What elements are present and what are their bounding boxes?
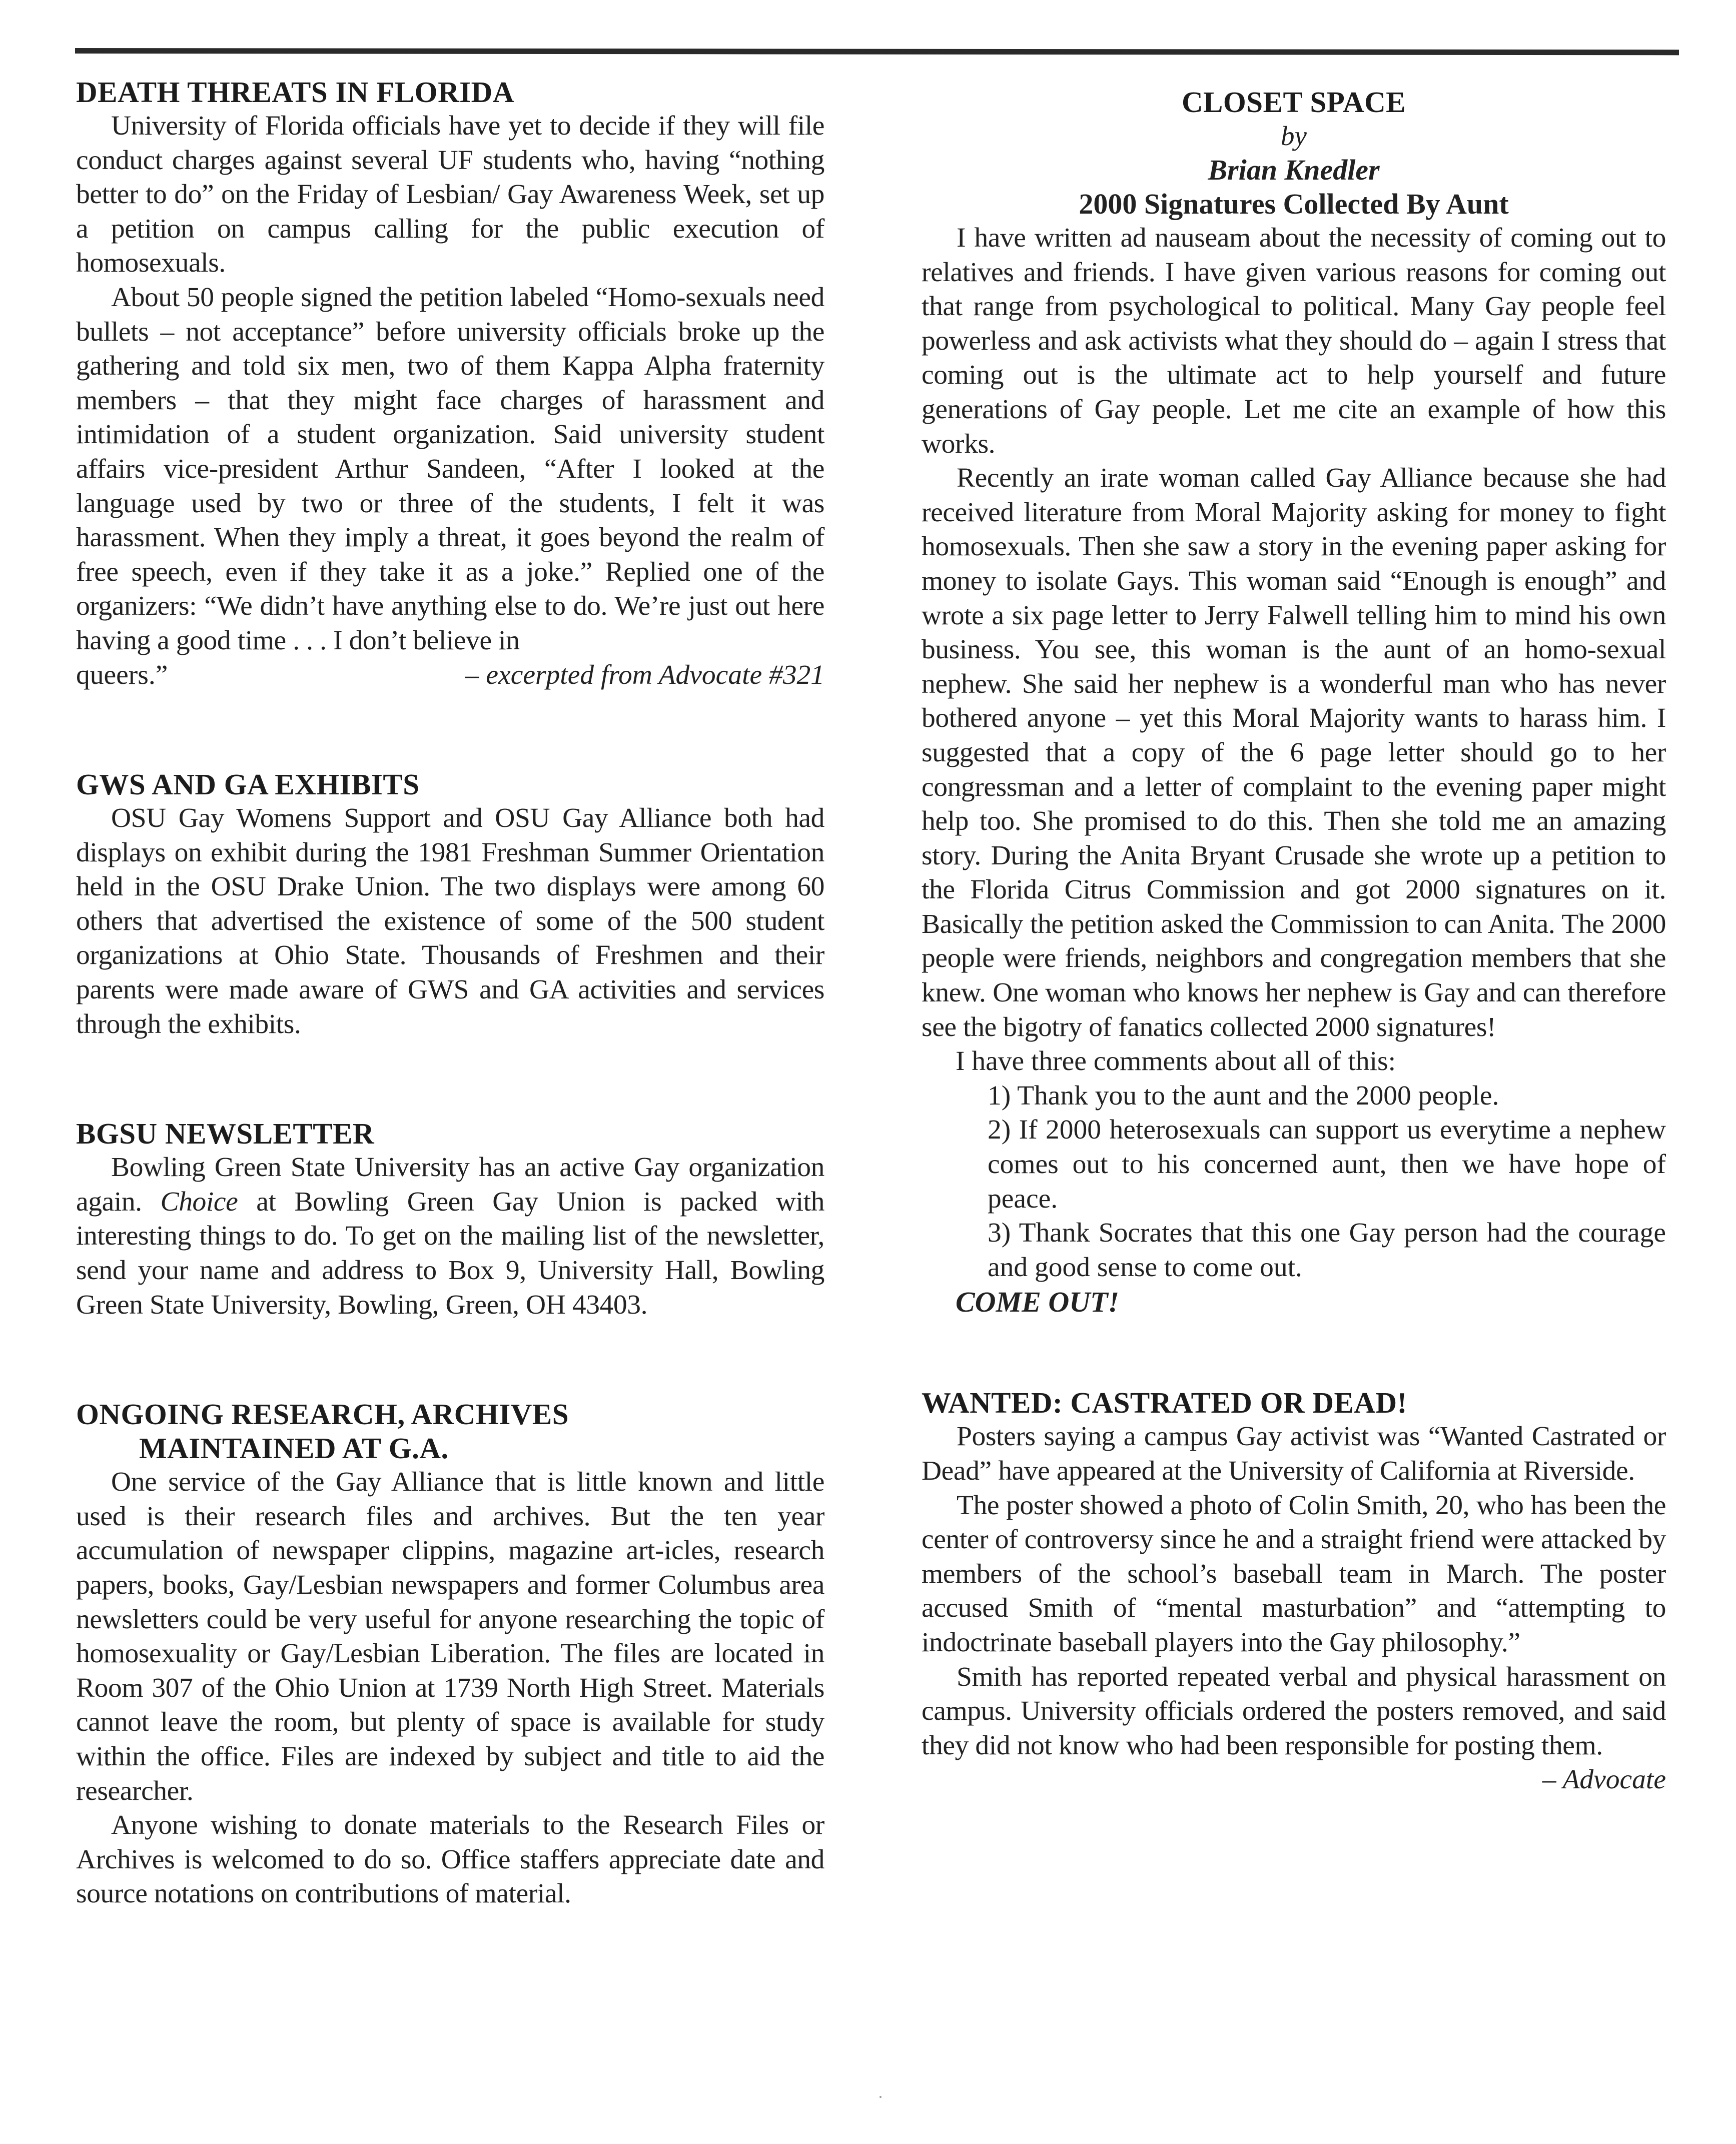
headline-death-threats: DEATH THREATS IN FLORIDA [76,76,514,109]
paragraph: University of Florida officials have yet to decide if they will file conduct charges against several UF students who, having “nothing better to do” on the Friday of Lesbian/ Gay Awareness Week, set up a petition on campus calling for the public execution of homosexuals. [76,111,824,279]
article-death-threats [76,75,824,692]
list-intro: I have three comments about all of this: [956,1046,1396,1077]
paragraph [76,1151,824,1322]
spacer [76,692,824,767]
left-column [76,75,824,1911]
author-name: Brian Knedler [1208,154,1380,186]
speck [880,2096,882,2098]
paragraph: Recently an irate woman called Gay Alliance because she had received literature from Moral Majority asking for money to fight homosexuals. Then she saw a story in the evening paper asking for money to isolate Gays. This woman said “Enough is enough” and wrote a six page letter to Jerry Falwell telling him to mind his own business. You see, this woman is the aunt of an homo-sexual nephew. She said her nephew is a wonderful man who has never bothered anyone – yet this Moral Majority wants to harass him. I suggested that a copy of the 6 page letter should go to her congressman and a letter of complaint to the evening paper might help too. She promised to do this. Then she told me an amazing story. During the Anita Bryant Crusade she wrote up a petition to the Florida Citrus Commission and got 2000 signatures on it. Basically the petition asked the Commission to can Anita. The 2000 people were friends, neighbors and congregation members that she knew. One woman who knows her nephew is Gay and can therefore see the bigotry of fanatics collected 2000 signatures! [922,463,1666,1042]
headline-wanted: WANTED: CASTRATED OR DEAD! [922,1386,1407,1420]
column-title: CLOSET SPACE [1181,86,1406,119]
paragraph: Anyone wishing to donate materials to the Research Files or Archives is welcomed to do so. Office staffers appreciate date and source notations on contributions of material. [76,1810,824,1909]
paragraph: OSU Gay Womens Support and OSU Gay Alliance both had displays on exhibit during the 1981 Freshman Summer Orientation held in the OSU Drake Union. The two displays were among 60 others that advertised the existence of some of the 500 student organizations at Ohio State. Thousands of Freshmen and their parents were made aware of GWS and GA activities and services through the exhibits. [76,803,824,1039]
article-bgsu-newsletter [76,1117,824,1322]
source-credit: – Advocate [1542,1764,1666,1795]
headline-ongoing-research-line1: ONGOING RESEARCH, ARCHIVES [76,1398,569,1431]
closing-exclamation: COME OUT! [956,1286,1120,1319]
headline-gws-ga-exhibits: GWS AND GA EXHIBITS [76,768,420,801]
byline-by: by [1281,121,1307,151]
article-gws-ga-exhibits [76,767,824,1041]
list-item: 2) If 2000 heterosexuals can support us everytime a nephew comes out to his concerned aunt, then we have hope of peace. [988,1115,1666,1214]
paragraph: About 50 people signed the petition labeled “Homo-sexuals need bullets – not acceptance” before university officials broke up the gathering and told six men, two of them Kappa Alpha fraternity members – that they might face charges of harassment and intimidation of a student organization. Said university student affairs vice-president Arthur Sandeen, “After I looked at the language used by two or three of the students, I felt it was harassment. When they imply a threat, it goes beyond the realm of free speech, even if they take it as a joke.” Replied one of the organizers: “We didn’t have anything else to do. We’re just out here having a good time . . . I don’t believe in [76,282,824,656]
headline-bgsu-newsletter: BGSU NEWSLETTER [76,1117,375,1151]
paragraph: The poster showed a photo of Colin Smith, 20, who has been the center of controversy since he and a straight friend were attacked by members of the school’s baseball team in March. The poster accused Smith of “mental masturbation” and “attempting to indoctrinate baseball players into the Gay philosophy.” [922,1490,1666,1658]
publication-title: Choice [160,1186,238,1217]
spacer [922,1320,1666,1386]
article-closet-space [922,85,1666,1320]
paragraph: I have written ad nauseam about the necessity of coming out to relatives and friends. I have given various reasons for coming out that range from psychological to political. Many Gay people feel powerless and ask activists what they should do – again I stress that coming out is the ultimate act to help yourself and future generations of Gay people. Let me cite an example of how this works. [922,223,1666,459]
article-ongoing-research [76,1397,824,1911]
closing-line [76,658,824,693]
right-column [922,85,1666,1797]
top-rule [75,48,1679,55]
list-item: 1) Thank you to the aunt and the 2000 people. [988,1080,1499,1111]
spacer [76,1041,824,1117]
text: Bowling Green State University has an active Gay organization again. [76,1152,824,1217]
article-wanted [922,1386,1666,1797]
paragraph: One service of the Gay Alliance that is little known and little used is their research files and archives. But the ten year accumulation of newspaper clippins, magazine art-icles, research papers, books, Gay/Lesbian newspapers and former Columbus area newsletters could be very useful for anyone researching the topic of homosexuality or Gay/Lesbian Liberation. The files are located in Room 307 of the Ohio Union at 1739 North High Street. Materials cannot leave the room, but plenty of space is available for study within the office. Files are indexed by subject and title to aid the researcher. [76,1467,824,1806]
source-credit: – excerpted from Advocate #321 [465,659,824,690]
text: at Bowling Green Gay Union is packed with interesting things to do. To get on the mailing list of the newsletter, send your name and address to Box 9, University Hall, Bowling Green State University, Bowling, Green, OH 43403. [76,1186,824,1320]
paragraph: Smith has reported repeated verbal and physical harassment on campus. University officials ordered the posters removed, and said they did not know who had been responsible for posting them. [922,1661,1666,1761]
subheadline: 2000 Signatures Collected By Aunt [1079,188,1509,220]
list-item: 3) Thank Socrates that this one Gay person had the courage and good sense to come out. [988,1218,1666,1283]
spacer [76,1322,824,1397]
last-line-text: queers.” [76,659,168,690]
paragraph: Posters saying a campus Gay activist was “Wanted Castrated or Dead” have appeared at the University of California at Riverside. [922,1421,1666,1486]
headline-ongoing-research-line2: MAINTAINED AT G.A. [139,1432,449,1465]
